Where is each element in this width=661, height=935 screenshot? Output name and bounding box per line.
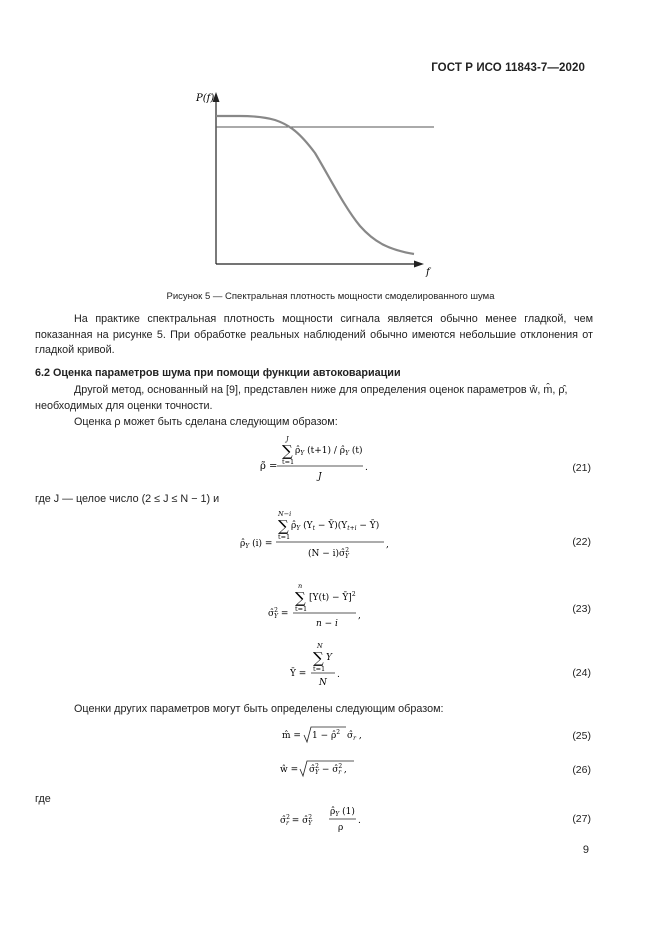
- svg-text:,: ,: [358, 611, 361, 621]
- spectral-density-curve: [216, 116, 414, 254]
- svg-text:∑: ∑: [313, 649, 324, 667]
- svg-text:ρ̂Y (t+1) / ρ̂Y (t): $\rhô_Y$ $(t+1) / \rhô_Y$ (t): [295, 446, 363, 457]
- equation-number-21: (21): [572, 462, 591, 474]
- formula-27: [280, 802, 370, 840]
- svg-text:∑: ∑: [282, 442, 293, 460]
- y-axis-label: P(f): [196, 93, 215, 104]
- formula-22: [240, 508, 400, 570]
- svg-text:ρ: ρ: [338, 823, 344, 833]
- svg-text:∑: ∑: [278, 517, 289, 535]
- svg-text:[Y(t) − Ȳ]2: [Y(t) − Ȳ]$^2$: [309, 591, 356, 603]
- svg-text:t=1: t=1: [278, 533, 291, 541]
- formula-21: [255, 433, 385, 485]
- svg-text:N: N: [317, 642, 323, 650]
- equation-number-24: (24): [572, 667, 591, 679]
- formula-26: [280, 757, 370, 781]
- section-title: 6.2 Оценка параметров шума при помощи функции автоковариации: [35, 367, 401, 379]
- svg-text:(N − i)σ̂2Y: (N − i)σ̂$^2$ Y: [308, 547, 350, 560]
- equation-number-22: (22): [572, 536, 591, 548]
- svg-text:m̂ =: m̂ =: [282, 731, 301, 741]
- paragraph-other-params: Оценки других параметров могут быть определены следующим образом:: [74, 703, 444, 715]
- page-number: 9: [582, 844, 589, 856]
- svg-text:ŵ =: ŵ =: [280, 765, 299, 775]
- formula-25: [282, 723, 372, 747]
- paragraph-practice: На практике спектральная плотность мощности сигнала является обычно менее гладкой, чем показанная на рисунке 5. При обработке реальных наблюдений обычно имеются небольшие отклонения от гладкой кривой.: [35, 313, 593, 356]
- svg-text:N−i: N−i: [278, 510, 292, 518]
- svg-text:Ȳ =: Ȳ =: [290, 669, 307, 679]
- equation-number-26: (26): [572, 764, 591, 776]
- svg-text:n − i: n − i: [316, 619, 338, 629]
- formula-24: [290, 640, 360, 690]
- figure-5-plot: [180, 88, 450, 283]
- paragraph-where: где: [35, 793, 51, 805]
- svg-text:∑: ∑: [295, 589, 306, 607]
- svg-text:ρ̂Y (Yt − Ȳ)(Yt+i − Ȳ): $\rhô_Y$ ($Y_t$ − $Ȳ)(Y_{t+i}$ − Ȳ): [291, 521, 380, 532]
- standard-header: ГОСТ Р ИСО 11843-7—2020: [431, 62, 585, 74]
- svg-text:1 − ρ̂2: 1 − ρ̂$^2$: [312, 729, 341, 741]
- x-axis-arrow: [414, 261, 424, 268]
- svg-text:n: n: [298, 582, 303, 590]
- x-axis-label: f: [426, 267, 430, 278]
- paragraph-rho-estimate: Оценка ρ может быть сделана следующим образом:: [74, 416, 338, 428]
- svg-text:σ̂2r = σ̂2Y: σ̂$^2$ r = σ̂$^2$ Y: [280, 814, 313, 827]
- svg-text:,: ,: [386, 540, 389, 550]
- svg-text:J: J: [318, 472, 322, 482]
- svg-text:t=1: t=1: [282, 458, 295, 466]
- svg-text:.: .: [358, 816, 361, 826]
- svg-text:σ̂2Y =: σ̂$^2$ Y =: [268, 607, 289, 620]
- svg-text:.: .: [337, 670, 340, 680]
- svg-text:J: J: [286, 435, 289, 443]
- paragraph-other-method: Другой метод, основанный на [9], представлен ниже для определения оценок параметров ŵ, m̂, ρ̂, необходимых для оценки точности.: [35, 384, 568, 412]
- equation-number-23: (23): [572, 603, 591, 615]
- svg-text:ρ̃ =: ρ̃ =: [260, 461, 278, 472]
- svg-text:ρ̂Y (i) =: $\rhô_Y$ (i) =: [240, 539, 273, 550]
- svg-text:.: .: [365, 463, 368, 473]
- svg-text:Y: Y: [326, 653, 332, 663]
- figure-caption: Рисунок 5 — Спектральная плотность мощности смоделированного шума: [166, 291, 495, 302]
- svg-text:N: N: [319, 678, 327, 688]
- equation-number-25: (25): [572, 730, 591, 742]
- formula-23: [268, 578, 378, 638]
- paragraph-where-j: где J — целое число (2 ≤ J ≤ N − 1) и: [35, 493, 220, 505]
- svg-text:t=1: t=1: [295, 605, 308, 613]
- svg-text:σ̂r ,: $\sigmâ_r$ ,: [347, 731, 362, 742]
- svg-text:ρ̂Y (1): $\rhô_Y$ (1): [330, 807, 355, 818]
- svg-text:σ̂2Y − σ̂2r ,: σ̂$^2$ Y − σ̂$^2$ r ,: [309, 763, 347, 776]
- svg-text:t=1: t=1: [313, 665, 326, 673]
- equation-number-27: (27): [572, 813, 591, 825]
